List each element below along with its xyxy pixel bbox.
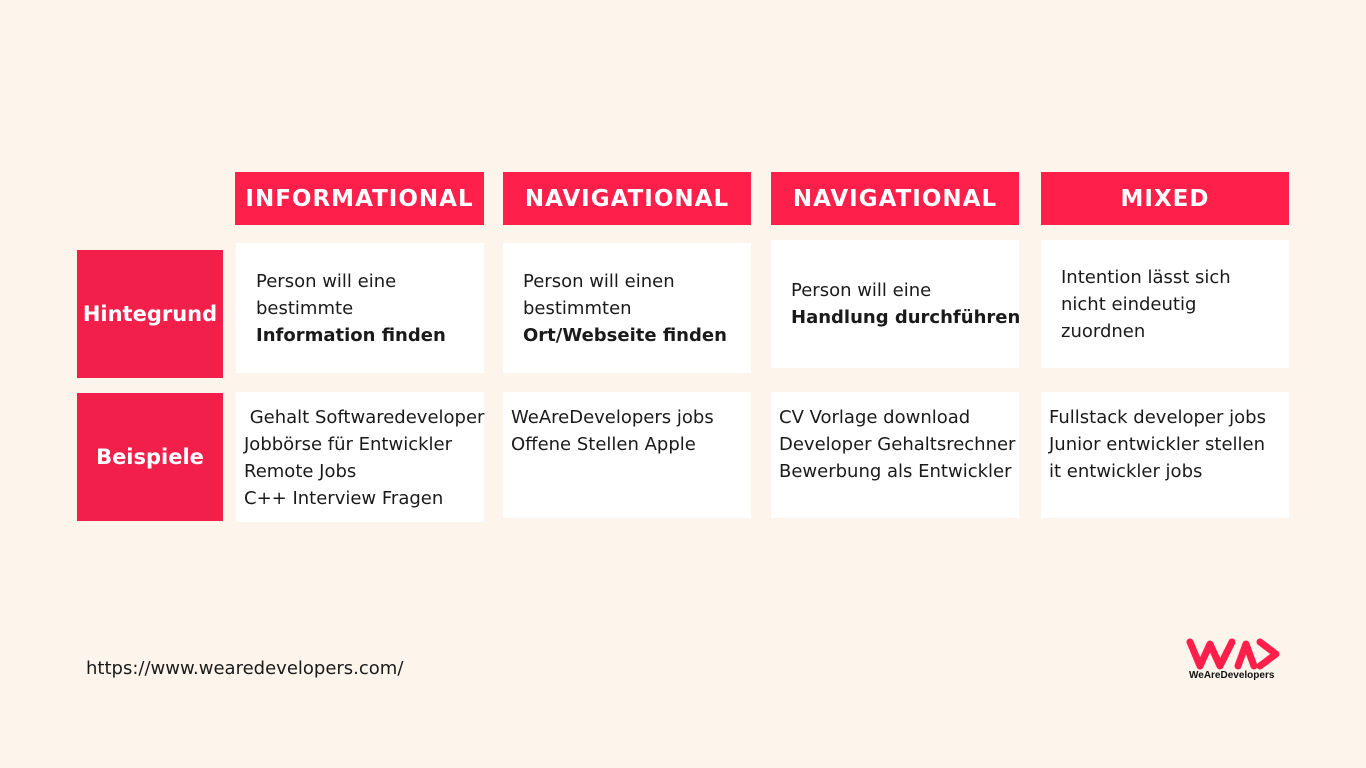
cell-text: nicht eindeutig bbox=[1061, 293, 1197, 315]
column-header-mixed: MIXED bbox=[1041, 172, 1289, 225]
example-item: Remote Jobs bbox=[244, 461, 357, 482]
cell-text-emphasis: Information finden bbox=[256, 324, 446, 346]
cell-text: Person will eine bbox=[791, 280, 932, 301]
cell-text: Person will einen bbox=[523, 270, 675, 292]
example-item: C++ Interview Fragen bbox=[244, 488, 444, 509]
example-item: CV Vorlage download bbox=[779, 407, 971, 428]
cell-text: bestimmte bbox=[256, 297, 354, 319]
background-cell-mixed bbox=[1041, 240, 1289, 368]
example-item: Gehalt Softwaredeveloper bbox=[244, 407, 485, 428]
examples-cell-navigational-2 bbox=[771, 392, 1019, 518]
examples-cell-mixed bbox=[1041, 392, 1289, 518]
cell-text: Person will eine bbox=[256, 270, 397, 292]
cell-text: zuordnen bbox=[1061, 320, 1146, 342]
example-item: Junior entwickler stellen bbox=[1049, 434, 1266, 455]
column-header-navigational-1: NAVIGATIONAL bbox=[503, 172, 751, 225]
examples-cell-informational bbox=[236, 392, 484, 522]
example-item: Fullstack developer jobs bbox=[1049, 407, 1266, 428]
column-header-informational: INFORMATIONAL bbox=[235, 172, 484, 225]
background-cell-navigational-2 bbox=[771, 240, 1019, 368]
row-label-beispiele: Beispiele bbox=[77, 393, 223, 521]
example-item: Jobbörse für Entwickler bbox=[244, 434, 452, 455]
background-cell-navigational-1 bbox=[503, 243, 751, 373]
column-header-navigational-2: NAVIGATIONAL bbox=[771, 172, 1019, 225]
background-cell-informational bbox=[236, 243, 484, 373]
example-item: it entwickler jobs bbox=[1049, 461, 1203, 482]
example-item: WeAreDevelopers jobs bbox=[511, 407, 714, 428]
examples-cell-navigational-1 bbox=[503, 392, 751, 518]
row-label-hintergrund: Hintegrund bbox=[77, 250, 223, 378]
example-item: Offene Stellen Apple bbox=[511, 434, 696, 455]
cell-text: bestimmten bbox=[523, 297, 632, 319]
example-item: Bewerbung als Entwickler bbox=[779, 461, 1012, 482]
cell-text-emphasis: Handlung durchführen bbox=[791, 307, 1021, 328]
source-url: https://www.wearedevelopers.com/ bbox=[86, 658, 404, 679]
cell-text-emphasis: Ort/Webseite finden bbox=[523, 324, 727, 346]
example-item: Developer Gehaltsrechner bbox=[779, 434, 1016, 455]
cell-text: Intention lässt sich bbox=[1061, 266, 1231, 288]
logo-wordmark: WeAreDevelopers bbox=[1189, 670, 1275, 681]
